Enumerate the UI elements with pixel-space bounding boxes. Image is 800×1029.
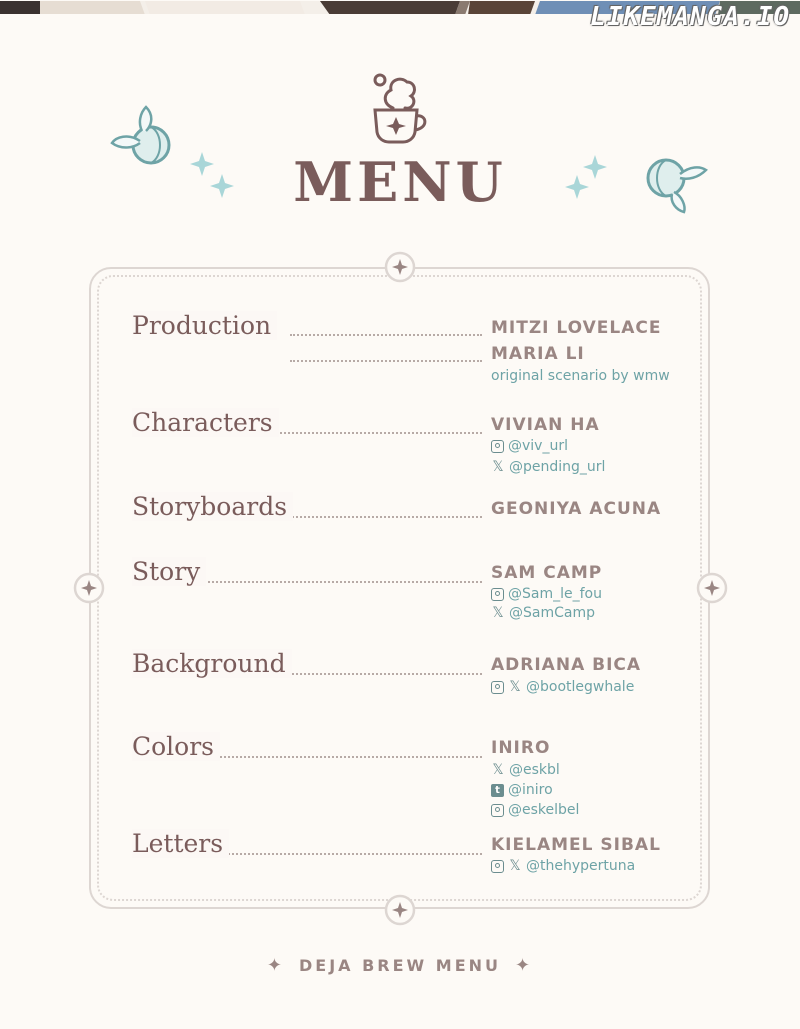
- credit-name: VIVIAN HA: [491, 415, 600, 435]
- page-title: MENU: [293, 150, 507, 214]
- role-storyboards: Storyboards: [132, 492, 293, 521]
- site-watermark: LIKEMANGA.IO: [590, 2, 790, 32]
- sparkle-icon: [188, 150, 238, 200]
- tumblr-icon: t: [491, 784, 504, 797]
- x-icon: 𝕏: [492, 458, 504, 475]
- handle-text: @thehypertuna: [526, 858, 636, 874]
- social-handle[interactable]: [491, 761, 560, 779]
- role-letters: Letters: [132, 829, 229, 858]
- credit-name: GEONIYA ACUNA: [491, 499, 662, 519]
- handle-text: @eskbl: [509, 762, 560, 778]
- role-production: Production: [132, 311, 277, 340]
- ornament-right: [695, 571, 729, 605]
- x-icon: 𝕏: [492, 604, 504, 621]
- sparkle-icon: ✦: [515, 955, 534, 976]
- footer-label: DEJA BREW MENU: [298, 956, 501, 975]
- handle-text: @viv_url: [508, 438, 568, 454]
- role-background: Background: [132, 649, 292, 678]
- ornament-left: [72, 571, 106, 605]
- x-icon: 𝕏: [492, 761, 504, 778]
- handle-text: @iniro: [508, 782, 553, 798]
- x-icon: 𝕏: [509, 678, 521, 695]
- ornament-bottom: [383, 893, 417, 927]
- instagram-icon: [491, 588, 504, 601]
- instagram-icon: [491, 681, 504, 694]
- credit-name: ADRIANA BICA: [491, 655, 642, 675]
- credit-name: INIRO: [491, 738, 551, 758]
- handle-text: @Sam_le_fou: [508, 586, 602, 602]
- social-handle[interactable]: [491, 604, 595, 622]
- role-colors: Colors: [132, 732, 220, 761]
- credit-name: SAM CAMP: [491, 563, 603, 583]
- citrus-fruit-icon: [108, 103, 178, 173]
- social-handle[interactable]: [491, 781, 553, 799]
- x-icon: 𝕏: [509, 857, 521, 874]
- instagram-icon: [491, 804, 504, 817]
- role-story: Story: [132, 557, 206, 586]
- social-handle[interactable]: [491, 678, 634, 696]
- credit-name: MITZI LOVELACE: [491, 318, 662, 338]
- handle-text: @eskelbel: [508, 802, 580, 818]
- handle-text: @pending_url: [509, 459, 606, 475]
- social-handle[interactable]: [491, 458, 605, 476]
- handle-text: @SamCamp: [509, 605, 595, 621]
- citrus-fruit-icon: [642, 150, 712, 220]
- social-handle[interactable]: [491, 857, 635, 875]
- instagram-icon: [491, 860, 504, 873]
- role-characters: Characters: [132, 408, 279, 437]
- social-handle[interactable]: [491, 437, 568, 455]
- credit-name: KIELAMEL SIBAL: [491, 835, 661, 855]
- scenario-note: original scenario by wmw: [491, 368, 670, 384]
- sparkle-icon: [565, 153, 615, 203]
- dot-leader: [290, 334, 482, 336]
- handle-text: @bootlegwhale: [526, 679, 635, 695]
- dot-leader: [290, 360, 482, 362]
- sparkle-icon: ✦: [266, 955, 285, 976]
- social-handle[interactable]: [491, 585, 602, 603]
- credit-name: MARIA LI: [491, 344, 585, 364]
- coffee-cup-icon: [365, 68, 435, 148]
- social-handle[interactable]: [491, 801, 579, 819]
- footer: [0, 955, 800, 976]
- instagram-icon: [491, 440, 504, 453]
- ornament-top: [383, 250, 417, 284]
